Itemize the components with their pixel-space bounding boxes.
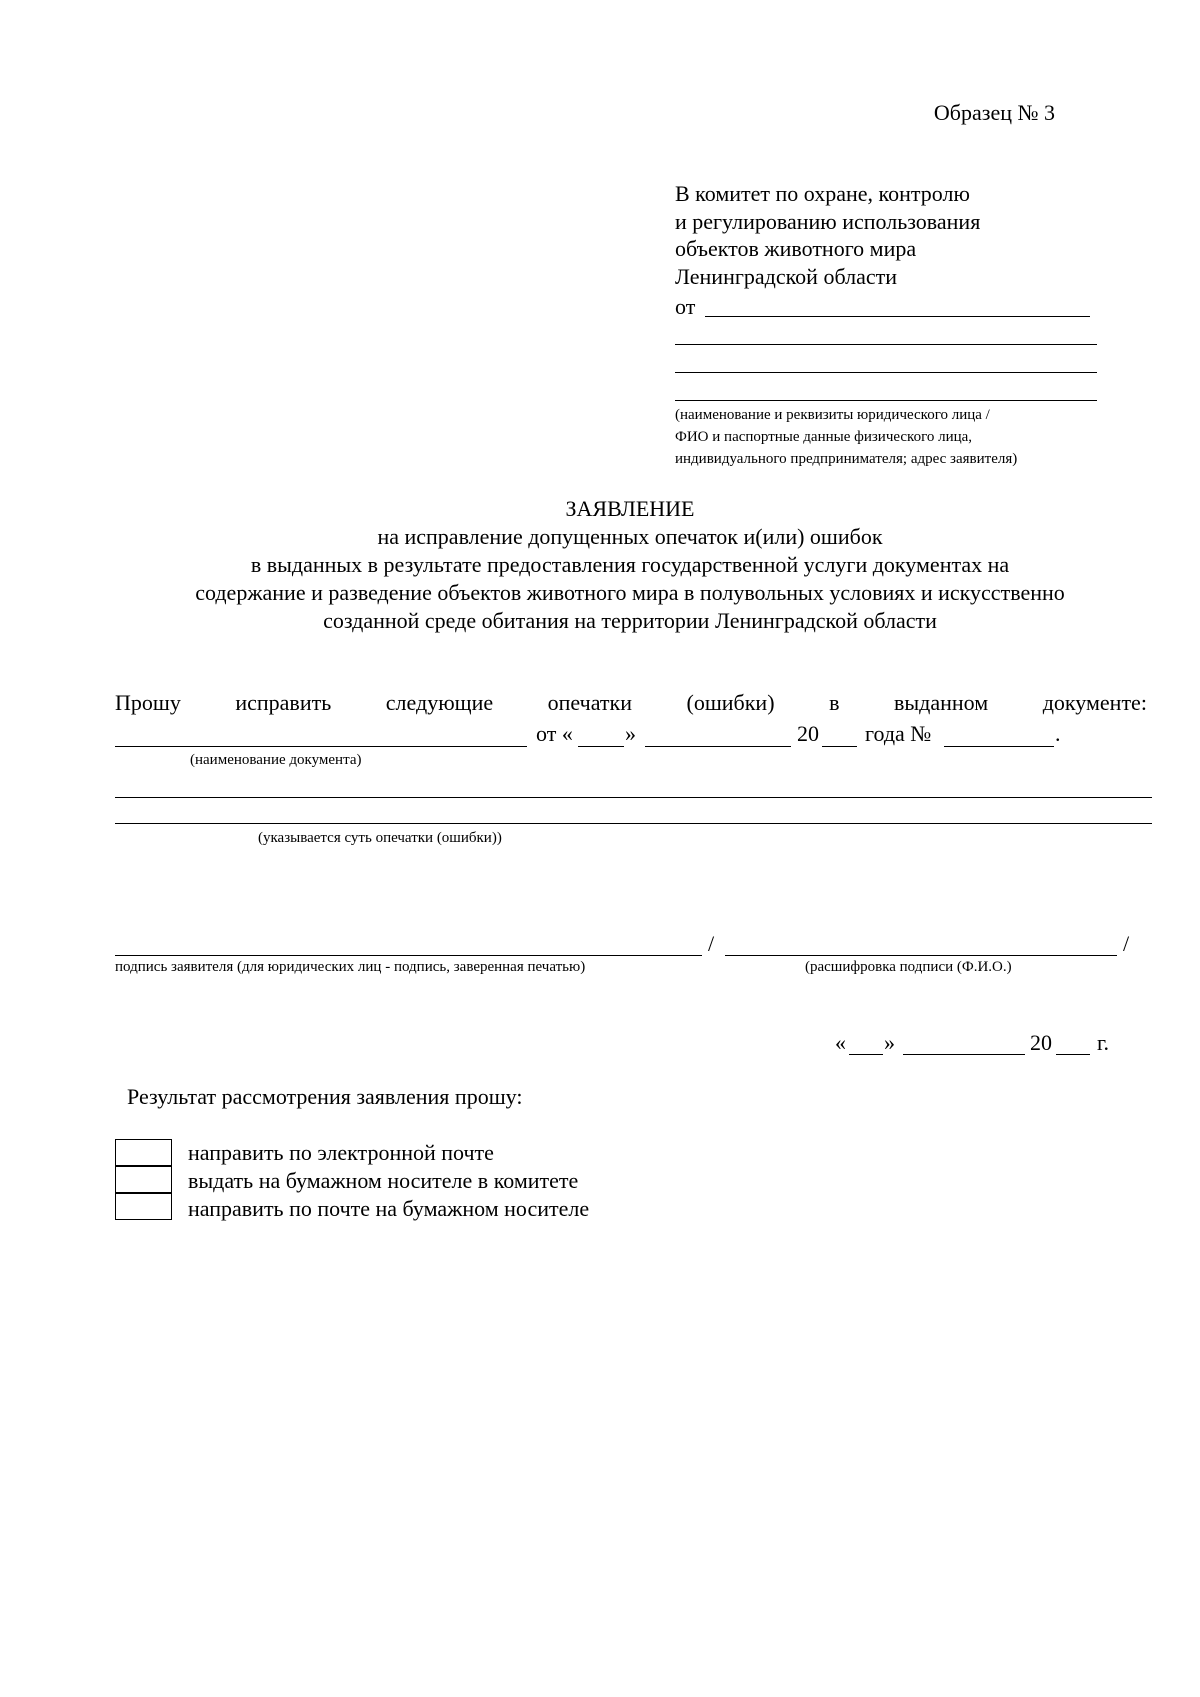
request-word: следующие (385, 690, 494, 715)
month-field[interactable] (645, 746, 791, 747)
option-label-in-person: выдать на бумажном носителе в комитете (188, 1168, 579, 1193)
year-number-label: года № (865, 721, 932, 746)
heading-line: созданной среде обитания на территории Ленинградской области (323, 608, 937, 633)
document-title: ЗАЯВЛЕНИЕ (565, 496, 695, 521)
request-word: (ошибки) (686, 690, 775, 715)
sample-label: Образец № 3 (933, 100, 1055, 125)
applicant-field-line[interactable] (705, 316, 1090, 317)
document-name-field[interactable] (115, 746, 527, 747)
date-year-field[interactable] (1056, 1054, 1090, 1055)
signature-decoding-note: (расшифровка подписи (Ф.И.О.) (805, 959, 1012, 975)
date-quote-open: « (835, 1030, 846, 1055)
document-name-note: (наименование документа) (190, 752, 362, 768)
document-heading (0, 495, 1200, 635)
request-word: Прошу (115, 690, 181, 715)
heading-line: на исправление допущенных опечаток и(или) ошибок (377, 524, 883, 549)
essence-field-line[interactable] (115, 823, 1152, 824)
request-word: опечатки (547, 690, 632, 715)
date-year-suffix: г. (1097, 1030, 1110, 1055)
request-word: исправить (235, 690, 332, 715)
option-checkbox-in-person[interactable] (115, 1166, 172, 1193)
date-month-field[interactable] (903, 1054, 1025, 1055)
option-checkbox-email[interactable] (115, 1139, 172, 1166)
addressee-line: и регулированию использования (675, 208, 981, 234)
period: . (1055, 721, 1061, 746)
applicant-note-line: индивидуального предпринимателя; адрес заявителя) (675, 451, 1018, 467)
day-field[interactable] (578, 746, 624, 747)
request-sentence (115, 690, 1147, 716)
separator-slash: / (1123, 931, 1130, 956)
applicant-field-note (675, 404, 1017, 470)
applicant-note-line: ФИО и паспортные данные физического лица, (675, 429, 973, 445)
signature-note: подпись заявителя (для юридических лиц - подпись, заверенная печатью) (115, 959, 586, 975)
option-label-post: направить по почте на бумажном носителе (188, 1196, 590, 1221)
result-title: Результат рассмотрения заявления прошу: (127, 1084, 523, 1109)
option-checkbox-post[interactable] (115, 1193, 172, 1220)
signature-decoding-field[interactable] (725, 955, 1117, 956)
request-word: документе: (1042, 690, 1147, 715)
date-day-field[interactable] (849, 1054, 883, 1055)
applicant-note-line: (наименование и реквизиты юридического лица / (675, 407, 990, 423)
addressee-line: Ленинградской области (675, 263, 897, 289)
heading-line: в выданных в результате предоставления государственной услуги документах на (250, 552, 1010, 577)
year-field[interactable] (822, 746, 857, 747)
addressee-line: объектов животного мира (675, 236, 917, 261)
addressee-block (675, 180, 980, 290)
addressee-line: В комитет по охране, контролю (675, 181, 970, 206)
applicant-field-line[interactable] (675, 372, 1097, 373)
separator-slash: / (708, 931, 715, 956)
option-label-email: направить по электронной почте (188, 1140, 494, 1165)
applicant-field-line[interactable] (675, 400, 1097, 401)
date-from-label: от « (536, 721, 573, 746)
quote-close: » (625, 721, 636, 746)
from-label: от (675, 294, 696, 319)
year-prefix: 20 (797, 721, 819, 746)
essence-note: (указывается суть опечатки (ошибки)) (258, 830, 502, 846)
date-year-prefix: 20 (1030, 1030, 1052, 1055)
request-word: выданном (893, 690, 989, 715)
heading-line: содержание и разведение объектов животного мира в полувольных условиях и искусственно (195, 580, 1065, 605)
signature-field[interactable] (115, 955, 702, 956)
date-quote-close: » (884, 1030, 895, 1055)
request-word: в (829, 690, 840, 715)
document-number-field[interactable] (944, 746, 1054, 747)
essence-field-line[interactable] (115, 797, 1152, 798)
applicant-field-line[interactable] (675, 344, 1097, 345)
